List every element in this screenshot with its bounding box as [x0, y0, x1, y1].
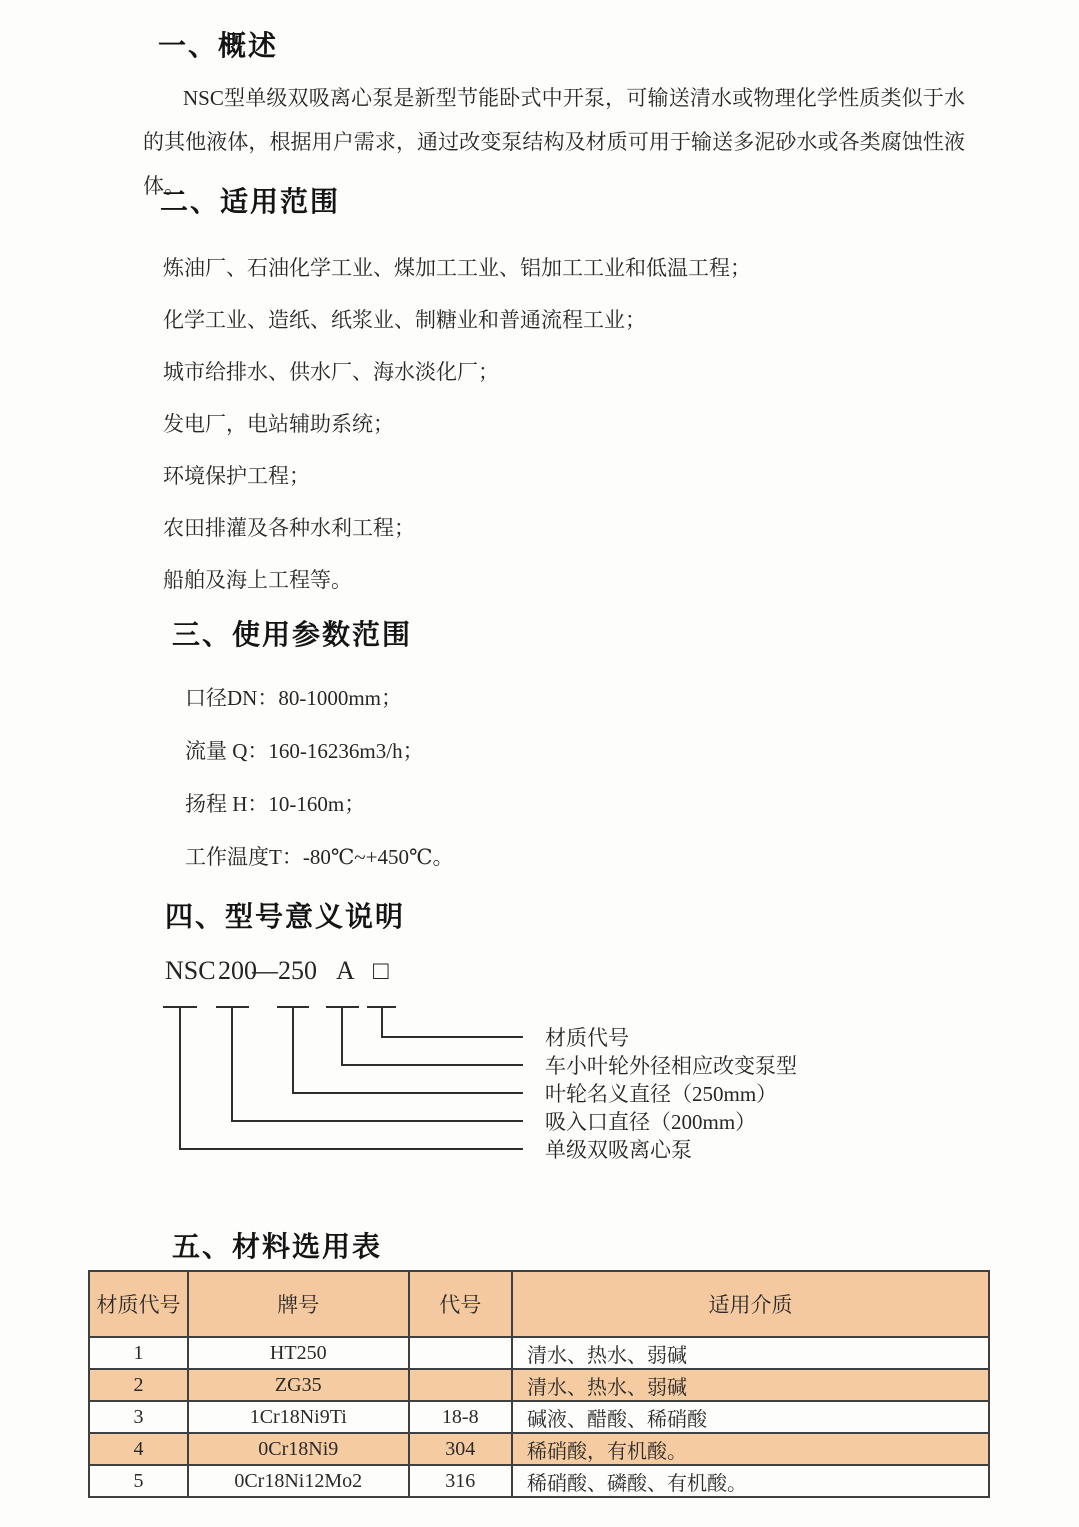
- model-code-dash: —: [252, 956, 278, 985]
- header-medium: 适用介质: [512, 1271, 989, 1337]
- scope-item: 发电厂，电站辅助系统；: [163, 412, 394, 436]
- table-header-row: [89, 1271, 989, 1337]
- cell-medium: 清水、热水、弱碱: [512, 1337, 989, 1369]
- model-code-variant: A: [336, 956, 355, 985]
- scope-item: 炼油厂、石油化学工业、煤加工工业、铝加工工业和低温工程；: [163, 256, 751, 280]
- header-grade: 牌号: [188, 1271, 409, 1337]
- header-material-code: 材质代号: [89, 1271, 188, 1337]
- cell-grade: 0Cr18Ni12Mo2: [188, 1465, 409, 1497]
- cell-grade: 0Cr18Ni9: [188, 1433, 409, 1465]
- section-heading-materials: 五、材料选用表: [172, 1231, 383, 1262]
- diagram-label-impeller-diameter: 叶轮名义直径（250mm）: [545, 1082, 778, 1106]
- scope-list: [163, 242, 751, 606]
- table-row: [89, 1337, 989, 1369]
- parameter-item: 流量 Q：160-16236m3/h；: [185, 739, 424, 763]
- model-code-material-box: □: [373, 956, 389, 985]
- cell-material-code: 5: [89, 1465, 188, 1497]
- cell-medium: 稀硝酸、磷酸、有机酸。: [512, 1465, 989, 1497]
- cell-grade: ZG35: [188, 1369, 409, 1401]
- diagram-label-variant: 车小叶轮外径相应改变泵型: [545, 1054, 797, 1078]
- scope-item: 农田排灌及各种水利工程；: [163, 516, 415, 540]
- cell-code: [409, 1369, 513, 1401]
- model-diagram: [0, 995, 1079, 1180]
- scope-item: 化学工业、造纸、纸浆业、制糖业和普通流程工业；: [163, 308, 646, 332]
- cell-code: [409, 1337, 513, 1369]
- cell-material-code: 3: [89, 1401, 188, 1433]
- cell-code: 316: [409, 1465, 513, 1497]
- cell-material-code: 2: [89, 1369, 188, 1401]
- materials-table: [88, 1270, 990, 1498]
- scope-item: 船舶及海上工程等。: [163, 568, 352, 592]
- model-code-suction: 200: [218, 956, 257, 985]
- table-row: [89, 1401, 989, 1433]
- cell-grade: 1Cr18Ni9Ti: [188, 1401, 409, 1433]
- section-heading-scope: 二、适用范围: [160, 186, 341, 217]
- table-row: [89, 1433, 989, 1465]
- diagram-label-suction-diameter: 吸入口直径（200mm）: [545, 1110, 757, 1134]
- diagram-label-material-code: 材质代号: [545, 1026, 629, 1050]
- connector-material-code: [382, 1007, 523, 1037]
- scope-item: 城市给排水、供水厂、海水淡化厂；: [163, 360, 499, 384]
- scope-item: 环境保护工程；: [163, 464, 310, 488]
- section-heading-overview: 一、概述: [158, 30, 279, 61]
- parameter-item: 扬程 H：10-160m；: [185, 792, 366, 816]
- section-heading-parameters: 三、使用参数范围: [172, 619, 413, 650]
- diagram-label-pump-type: 单级双吸离心泵: [545, 1138, 692, 1162]
- cell-code: 304: [409, 1433, 513, 1465]
- connector-impeller-diameter: [293, 1007, 523, 1093]
- parameter-item: 口径DN：80-1000mm；: [185, 686, 402, 710]
- model-code-impeller: 250: [278, 956, 317, 985]
- cell-code: 18-8: [409, 1401, 513, 1433]
- parameters-list: [185, 672, 454, 884]
- cell-medium: 稀硝酸，有机酸。: [512, 1433, 989, 1465]
- table-row: [89, 1465, 989, 1497]
- cell-medium: 清水、热水、弱碱: [512, 1369, 989, 1401]
- cell-material-code: 1: [89, 1337, 188, 1369]
- section-heading-model: 四、型号意义说明: [165, 901, 406, 932]
- cell-material-code: 4: [89, 1433, 188, 1465]
- overview-paragraph: NSC型单级双吸离心泵是新型节能卧式中开泵，可输送清水或物理化学性质类似于水的其他液体，根据用户需求，通过改变泵结构及材质可用于输送多泥砂水或各类腐蚀性液体。: [143, 86, 965, 198]
- table-row: [89, 1369, 989, 1401]
- parameter-item: 工作温度T：-80℃~+450℃。: [185, 845, 454, 869]
- model-code: [0, 956, 1079, 990]
- header-code: 代号: [409, 1271, 513, 1337]
- cell-medium: 碱液、醋酸、稀硝酸: [512, 1401, 989, 1433]
- model-code-series: NSC: [165, 956, 216, 985]
- cell-grade: HT250: [188, 1337, 409, 1369]
